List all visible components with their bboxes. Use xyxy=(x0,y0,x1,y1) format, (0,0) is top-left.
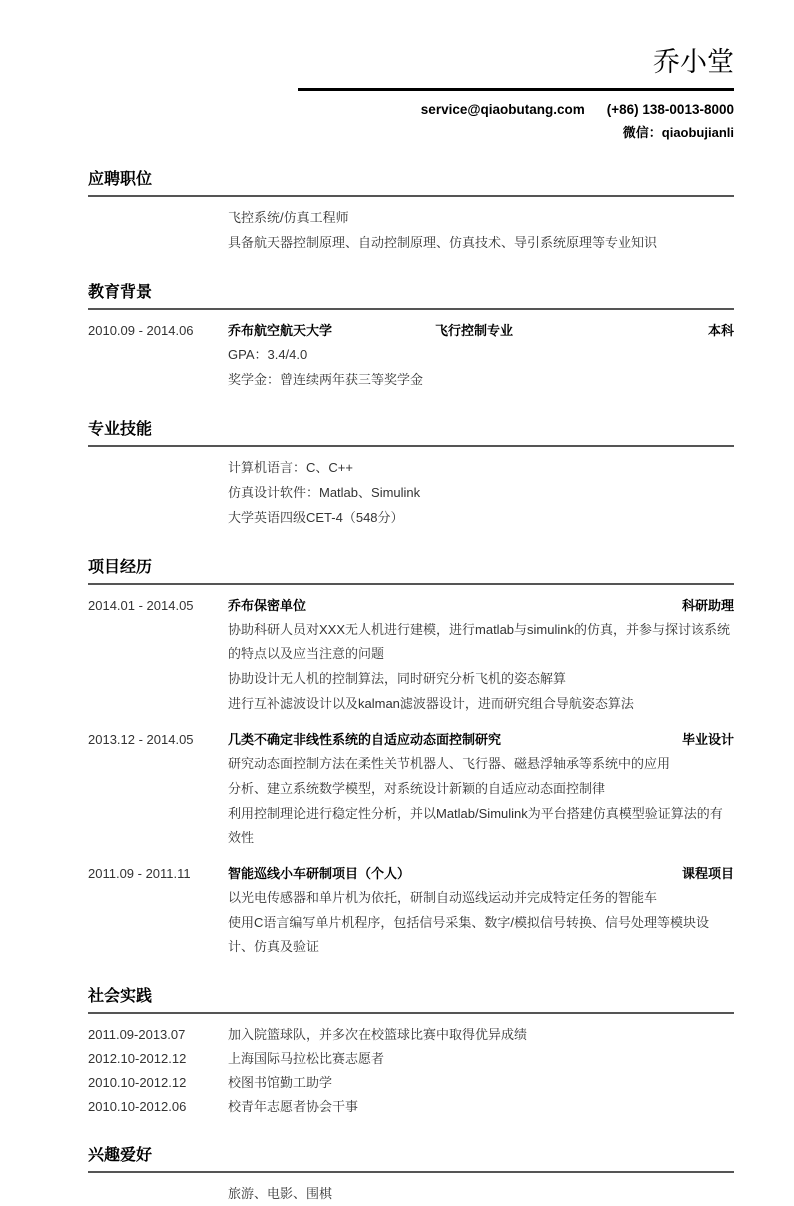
section-title-education: 教育背景 xyxy=(88,279,734,310)
project-date: 2013.12 - 2014.05 xyxy=(88,732,194,748)
candidate-name: 乔小堂 xyxy=(653,47,734,77)
social-item xyxy=(88,1047,734,1071)
social-item xyxy=(88,1023,734,1047)
skills-row xyxy=(88,456,734,531)
header-divider xyxy=(298,88,734,91)
social-date: 2012.10-2012.12 xyxy=(88,1051,187,1067)
resume-header xyxy=(88,46,734,143)
project-role: 毕业设计 xyxy=(681,732,734,748)
project-bullet: 协助科研人员对XXX无人机进行建模，进行matlab与simulink的仿真，并参与探讨该系统的特点以及应当注意的问题 xyxy=(228,622,730,662)
project-name: 乔布保密单位 xyxy=(228,598,307,614)
project-name: 几类不确定非线性系统的自适应动态面控制研究 xyxy=(228,732,502,748)
education-content xyxy=(228,319,734,393)
social-text: 加入院篮球队，并多次在校篮球比赛中取得优异成绩 xyxy=(228,1027,528,1043)
project-role: 课程项目 xyxy=(681,866,734,882)
hobbies-row xyxy=(88,1182,734,1206)
project-bullet: 进行互补滤波设计以及kalman滤波器设计，进而研究组合导航姿态算法 xyxy=(228,696,634,712)
project-bullet: 分析、建立系统数学模型，对系统设计新颖的自适应动态面控制律 xyxy=(228,781,606,797)
project-bullet: 以光电传感器和单片机为依托，研制自动巡线运动并完成特定任务的智能车 xyxy=(228,890,658,906)
education-scholarship: 奖学金：曾连续两年获三等奖学金 xyxy=(228,372,424,388)
section-title-projects: 项目经历 xyxy=(88,554,734,585)
project-date: 2014.01 - 2014.05 xyxy=(88,598,194,614)
project-item xyxy=(88,728,734,851)
project-content xyxy=(228,594,734,717)
project-item xyxy=(88,862,734,960)
objective-row xyxy=(88,206,734,256)
email-text: service@qiaobutang.com xyxy=(420,101,585,117)
education-gpa: GPA：3.4/4.0 xyxy=(228,347,308,363)
education-degree: 本科 xyxy=(707,323,734,339)
contact-line xyxy=(88,100,734,121)
project-item xyxy=(88,594,734,717)
skill-line: 计算机语言：C、C++ xyxy=(228,460,353,476)
skill-line: 仿真设计软件：Matlab、Simulink xyxy=(228,485,421,501)
project-content xyxy=(228,862,734,960)
education-row xyxy=(88,319,734,393)
hobbies-text: 旅游、电影、围棋 xyxy=(228,1186,333,1202)
project-bullet: 研究动态面控制方法在柔性关节机器人、飞行器、磁悬浮轴承等系统中的应用 xyxy=(228,756,671,772)
skill-line: 大学英语四级CET-4（548分） xyxy=(228,510,404,526)
wechat-text: 微信：qiaobujianli xyxy=(622,124,734,140)
section-title-hobbies: 兴趣爱好 xyxy=(88,1142,734,1173)
skills-content xyxy=(228,456,734,531)
education-date: 2010.09 - 2014.06 xyxy=(88,323,194,339)
phone-text: (+86) 138-0013-8000 xyxy=(606,101,734,117)
section-title-social: 社会实践 xyxy=(88,983,734,1014)
project-head xyxy=(228,862,734,886)
project-name: 智能巡线小车研制项目（个人） xyxy=(228,866,411,882)
project-content xyxy=(228,728,734,851)
social-date: 2010.10-2012.12 xyxy=(88,1075,187,1091)
project-date: 2011.09 - 2011.11 xyxy=(88,866,191,882)
section-hobbies xyxy=(88,1142,734,1206)
objective-summary: 具备航天器控制原理、自动控制原理、仿真技术、导引系统原理等专业知识 xyxy=(228,235,658,251)
social-date: 2011.09-2013.07 xyxy=(88,1027,186,1043)
section-education xyxy=(88,279,734,393)
project-bullet: 使用C语言编写单片机程序，包括信号采集、数字/模拟信号转换、信号处理等模块设计、仿真及验证 xyxy=(228,915,710,955)
social-text: 校青年志愿者协会干事 xyxy=(228,1099,359,1115)
education-major: 飞行控制专业 xyxy=(435,323,514,339)
education-head xyxy=(228,319,734,343)
social-date: 2010.10-2012.06 xyxy=(88,1099,187,1115)
social-text: 上海国际马拉松比赛志愿者 xyxy=(228,1051,385,1067)
section-social xyxy=(88,983,734,1119)
section-objective xyxy=(88,166,734,256)
social-text: 校图书馆勤工助学 xyxy=(228,1075,333,1091)
social-item xyxy=(88,1095,734,1119)
section-projects xyxy=(88,554,734,960)
section-title-skills: 专业技能 xyxy=(88,416,734,447)
project-bullet: 利用控制理论进行稳定性分析，并以Matlab/Simulink为平台搭建仿真模型验证算法的有效性 xyxy=(228,806,723,846)
project-role: 科研助理 xyxy=(681,598,734,614)
education-school: 乔布航空航天大学 xyxy=(228,323,333,339)
project-head xyxy=(228,728,734,752)
objective-content xyxy=(228,206,734,256)
objective-position: 飞控系统/仿真工程师 xyxy=(228,210,349,226)
project-head xyxy=(228,594,734,618)
project-bullet: 协助设计无人机的控制算法，同时研究分析飞机的姿态解算 xyxy=(228,671,567,687)
section-title-objective: 应聘职位 xyxy=(88,166,734,197)
section-skills xyxy=(88,416,734,531)
